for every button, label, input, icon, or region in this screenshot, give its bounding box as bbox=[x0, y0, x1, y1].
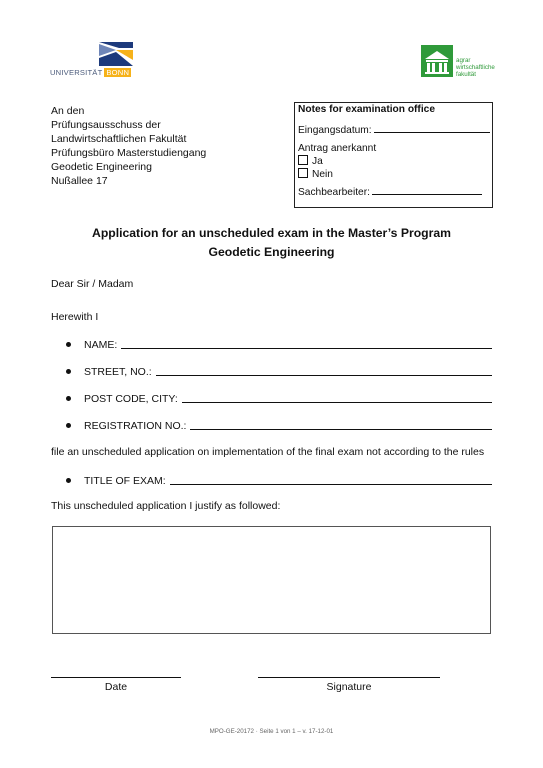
registration-field[interactable] bbox=[190, 428, 492, 430]
address-line: An den bbox=[51, 105, 85, 117]
justification-box[interactable] bbox=[52, 526, 491, 634]
university-bonn-logo bbox=[50, 42, 134, 78]
postcode-field-row bbox=[66, 391, 492, 405]
signature-line[interactable] bbox=[258, 677, 440, 678]
page-footer: MPO-GE-20172 · Seite 1 von 1 – v. 17-12-01 bbox=[209, 728, 334, 735]
faculty-logo-line: wirtschaftliche bbox=[456, 64, 495, 71]
postcode-field[interactable] bbox=[182, 401, 492, 403]
university-emblem-icon bbox=[99, 42, 133, 66]
registration-field-row bbox=[66, 418, 492, 432]
date-label: Date bbox=[104, 681, 128, 693]
bullet-icon bbox=[66, 369, 71, 374]
address-line: Geodetic Engineering bbox=[51, 161, 152, 173]
accepted-label: Antrag anerkannt bbox=[298, 143, 377, 154]
faculty-logo-text bbox=[456, 57, 495, 78]
clerk-field[interactable] bbox=[372, 185, 482, 195]
address-line: Prüfungsbüro Masterstudiengang bbox=[51, 147, 207, 159]
university-logo-text bbox=[50, 68, 131, 77]
receipt-date-label: Eingangsdatum: bbox=[298, 125, 372, 136]
receipt-date-row bbox=[298, 123, 489, 136]
faculty-building-icon bbox=[421, 45, 453, 77]
faculty-logo-line: fakultät bbox=[456, 71, 476, 78]
document-title: Application for an unscheduled exam in the Master’s Program bbox=[92, 226, 451, 240]
justification-text: This unscheduled application I justify as followed: bbox=[51, 500, 281, 512]
name-field[interactable] bbox=[121, 347, 492, 349]
address-line: Prüfungsausschuss der bbox=[51, 119, 161, 131]
name-field-label: NAME: bbox=[84, 339, 118, 351]
office-notes-box bbox=[294, 102, 493, 208]
university-logo-text-left: UNIVERSITÄT bbox=[50, 68, 103, 77]
faculty-logo-line: agrar bbox=[456, 57, 471, 64]
receipt-date-field[interactable] bbox=[374, 123, 490, 133]
accepted-yes-row bbox=[298, 155, 489, 168]
faculty-logo bbox=[421, 45, 511, 79]
accepted-no-label: Nein bbox=[312, 169, 333, 180]
clerk-label: Sachbearbeiter: bbox=[298, 187, 370, 198]
address-line: Nußallee 17 bbox=[51, 175, 108, 187]
accepted-yes-label: Ja bbox=[312, 156, 323, 167]
exam-title-field-label: TITLE OF EXAM: bbox=[84, 475, 166, 487]
registration-field-label: REGISTRATION NO.: bbox=[84, 420, 187, 432]
street-field-label: STREET, NO.: bbox=[84, 366, 152, 378]
bullet-icon bbox=[66, 423, 71, 428]
bullet-icon bbox=[66, 478, 71, 483]
bullet-icon bbox=[66, 342, 71, 347]
street-field-row bbox=[66, 364, 492, 378]
name-field-row bbox=[66, 337, 492, 351]
signature-label: Signature bbox=[326, 681, 372, 693]
university-logo-text-right: BONN bbox=[106, 68, 130, 77]
recipient-address bbox=[51, 104, 206, 188]
clerk-row bbox=[298, 185, 489, 198]
postcode-field-label: POST CODE, CITY: bbox=[84, 393, 178, 405]
herewith-text: Herewith I bbox=[51, 311, 99, 323]
accepted-no-row bbox=[298, 168, 489, 181]
office-notes-title: Notes for examination office bbox=[298, 104, 435, 115]
bullet-icon bbox=[66, 396, 71, 401]
exam-title-field-row bbox=[66, 473, 492, 487]
exam-title-field[interactable] bbox=[170, 483, 492, 485]
accepted-no-checkbox[interactable] bbox=[298, 168, 308, 178]
address-line: Landwirtschaftlichen Fakultät bbox=[51, 133, 187, 145]
salutation: Dear Sir / Madam bbox=[51, 278, 134, 290]
street-field[interactable] bbox=[156, 374, 492, 376]
accepted-yes-checkbox[interactable] bbox=[298, 155, 308, 165]
file-application-text: file an unscheduled application on implementation of the final exam not according to the rules bbox=[51, 446, 485, 458]
document-subtitle: Geodetic Engineering bbox=[208, 245, 335, 259]
date-line[interactable] bbox=[51, 677, 181, 678]
